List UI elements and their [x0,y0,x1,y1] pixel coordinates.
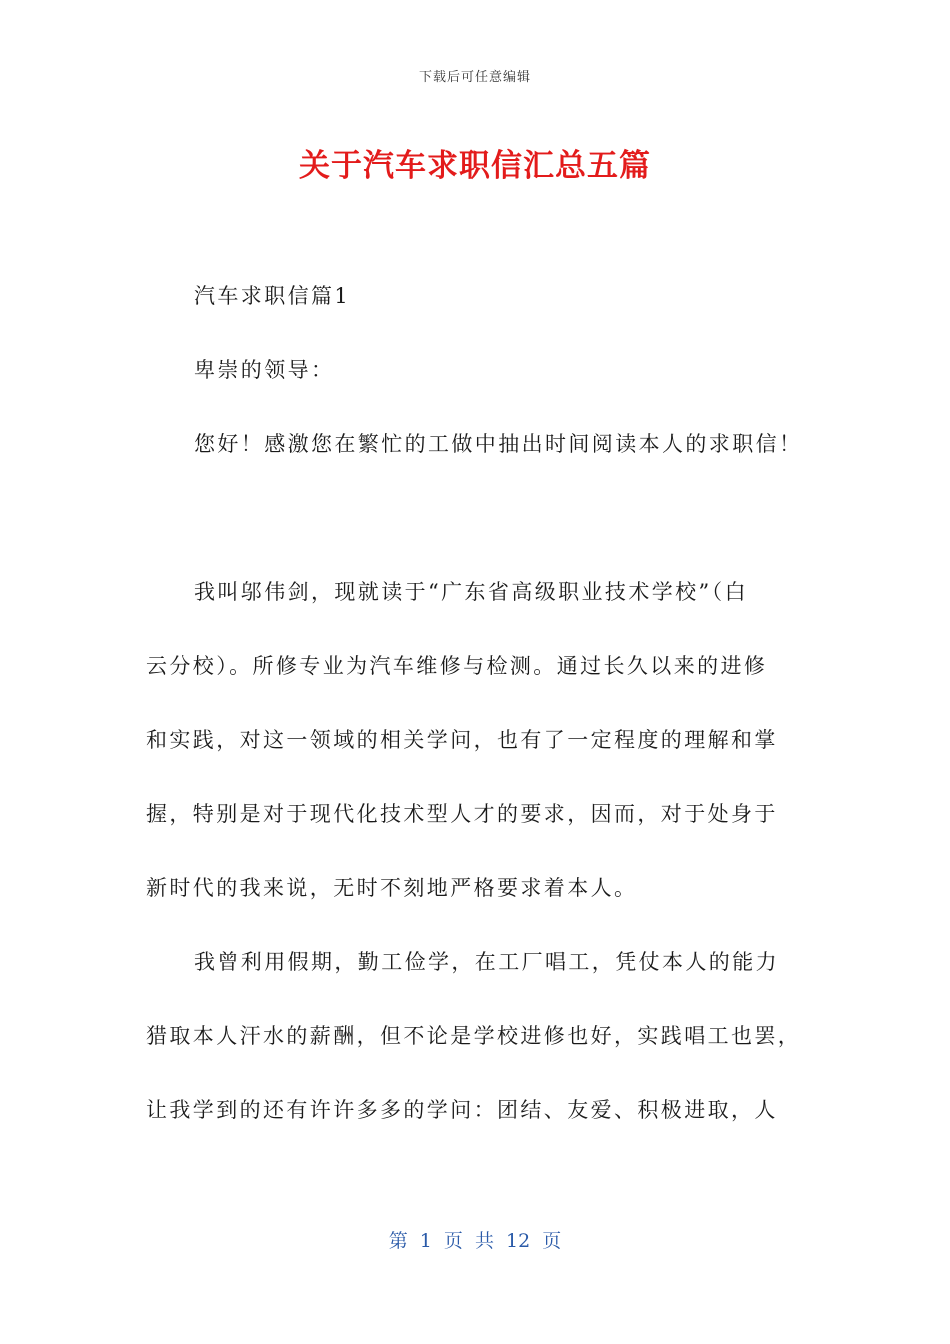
page-number-footer: 第 1 页 共 12 页 [388,1230,562,1252]
paragraph-line: 新时代的我来说，无时不刻地严格要求着本人。 [146,876,638,900]
paragraph-line: 让我学到的还有许许多多的学问：团结、友爱、积极进取，人 [146,1098,778,1122]
section-heading: 汽车求职信篇1 [194,284,351,308]
paragraph-line: 我叫邬伟剑，现就读于“广东省高级职业技术学校”（白 [194,580,748,604]
paragraph-line: 您好！感激您在繁忙的工做中抽出时间阅读本人的求职信！ [194,432,803,456]
salutation: 卑崇的领导： [194,358,335,382]
document-title: 关于汽车求职信汇总五篇 [299,148,651,184]
paragraph-line: 猎取本人汗水的薪酬，但不论是学校进修也好，实践唱工也罢， [146,1024,802,1048]
paragraph-line: 握，特别是对于现代化技术型人才的要求，因而，对于处身于 [146,802,778,826]
paragraph-line: 云分校）。所修专业为汽车维修与检测。通过长久以来的进修 [146,654,768,678]
paragraph-line: 和实践，对这一领域的相关学问，也有了一定程度的理解和掌 [146,728,778,752]
paragraph-line: 我曾利用假期，勤工俭学，在工厂唱工，凭仗本人的能力 [194,950,779,974]
header-note: 下载后可任意编辑 [418,70,531,85]
